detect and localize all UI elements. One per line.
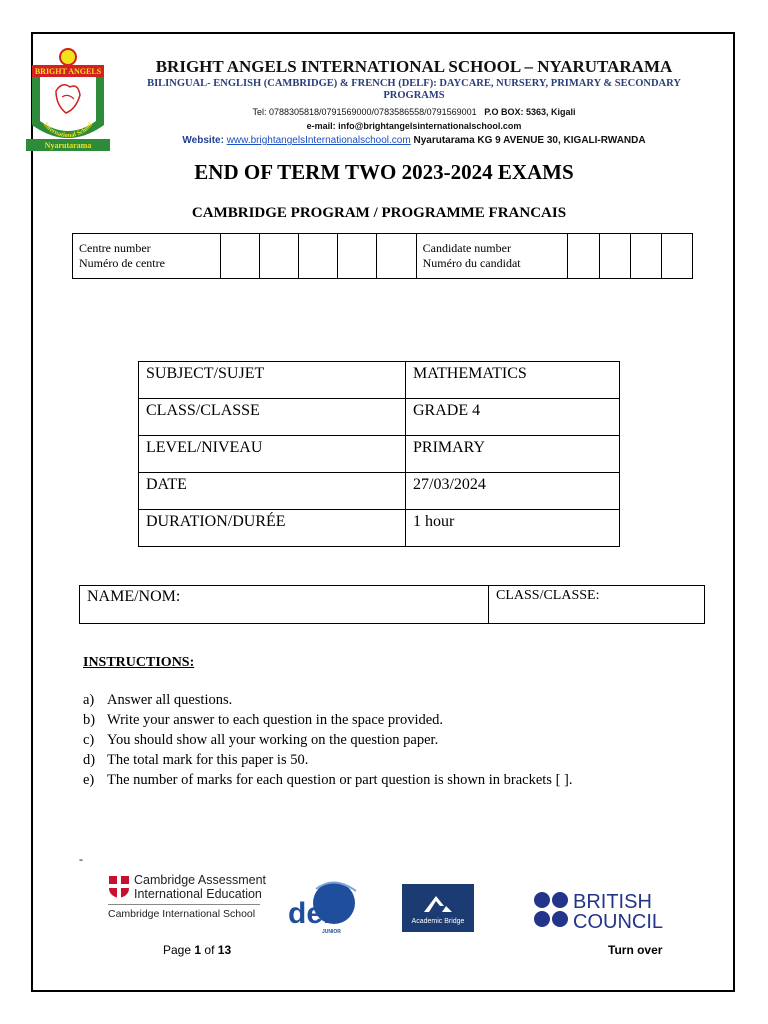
crest-top-text: BRIGHT ANGELS bbox=[34, 67, 102, 76]
info-value: GRADE 4 bbox=[406, 399, 620, 436]
table-row bbox=[139, 399, 620, 436]
cambridge-line-1: Cambridge Assessment bbox=[134, 873, 267, 887]
info-value: MATHEMATICS bbox=[406, 362, 620, 399]
list-item bbox=[83, 710, 643, 730]
delf-junior-text: JUNIOR bbox=[322, 929, 341, 935]
list-text: You should show all your working on the question paper. bbox=[107, 732, 439, 748]
list-marker: d) bbox=[83, 752, 96, 768]
name-label: NAME/NOM: bbox=[87, 588, 181, 605]
table-row bbox=[139, 473, 620, 510]
list-item bbox=[83, 770, 643, 790]
centre-number-label bbox=[73, 234, 221, 279]
academic-bridge-text: Academic Bridge bbox=[411, 918, 465, 925]
list-marker: c) bbox=[83, 732, 95, 748]
table-row bbox=[139, 510, 620, 547]
phone-numbers: Tel: 0788305818/0791569000/0783586558/0791569001 bbox=[252, 107, 477, 117]
candidate-number-en: Candidate number bbox=[422, 241, 511, 255]
table-row bbox=[139, 436, 620, 473]
cambridge-line-2: International Education bbox=[134, 887, 262, 901]
cambridge-logo bbox=[108, 873, 268, 925]
info-label: SUBJECT/SUJET bbox=[139, 362, 406, 399]
academic-bridge-logo bbox=[402, 884, 474, 932]
list-text: Write your answer to each question in the space provided. bbox=[107, 712, 444, 728]
centre-digit-box[interactable] bbox=[299, 234, 338, 279]
website-label: Website: bbox=[182, 135, 224, 146]
centre-digit-box[interactable] bbox=[377, 234, 416, 279]
info-value: 27/03/2024 bbox=[406, 473, 620, 510]
list-item bbox=[83, 750, 643, 770]
british-council-line-2: COUNCIL bbox=[573, 911, 663, 930]
candidate-digit-box[interactable] bbox=[630, 234, 661, 279]
centre-number-en: Centre number bbox=[79, 241, 151, 255]
crest-arc-text: International School bbox=[41, 121, 95, 140]
centre-digit-box[interactable] bbox=[338, 234, 377, 279]
centre-digit-box[interactable] bbox=[259, 234, 298, 279]
list-text: The total mark for this paper is 50. bbox=[107, 752, 309, 768]
info-value: 1 hour bbox=[406, 510, 620, 547]
info-label: DURATION/DURÉE bbox=[139, 510, 406, 547]
turn-over-label: Turn over bbox=[608, 943, 663, 957]
page-of: of bbox=[204, 943, 215, 957]
table-row bbox=[139, 362, 620, 399]
exam-title: END OF TERM TWO 2023-2024 EXAMS bbox=[194, 160, 574, 184]
name-class-box bbox=[79, 585, 705, 624]
website-link[interactable]: www.brightangelsInternationalschool.com bbox=[226, 135, 411, 146]
list-marker: e) bbox=[83, 772, 95, 788]
delf-text: delf bbox=[288, 897, 342, 930]
delf-junior-logo bbox=[286, 877, 364, 935]
candidate-digit-box[interactable] bbox=[661, 234, 692, 279]
cambridge-shield-icon bbox=[108, 875, 130, 899]
class-field[interactable] bbox=[489, 586, 705, 624]
school-name: BRIGHT ANGELS INTERNATIONAL SCHOOL – NYARUTARAMA bbox=[155, 57, 673, 76]
candidate-digit-box[interactable] bbox=[568, 234, 599, 279]
school-crest-logo bbox=[26, 47, 110, 155]
class-label: CLASS/CLASSE: bbox=[496, 588, 600, 603]
contact-website bbox=[118, 135, 710, 146]
candidate-number-fr: Numéro du candidat bbox=[422, 256, 521, 270]
page-total: 13 bbox=[217, 943, 232, 957]
page-current: 1 bbox=[194, 943, 202, 957]
school-address: Nyarutarama KG 9 AVENUE 30, KIGALI-RWANDA bbox=[413, 135, 646, 146]
instructions-list bbox=[83, 690, 643, 790]
info-label: CLASS/CLASSE bbox=[139, 399, 406, 436]
program-title: CAMBRIDGE PROGRAM / PROGRAMME FRANCAIS bbox=[191, 205, 567, 221]
info-label: LEVEL/NIVEAU bbox=[139, 436, 406, 473]
page-number bbox=[163, 943, 231, 957]
instructions-heading: INSTRUCTIONS: bbox=[83, 655, 195, 670]
british-council-logo bbox=[533, 890, 663, 930]
stray-dash: - bbox=[79, 852, 83, 866]
british-council-line-1: BRITISH bbox=[573, 891, 652, 913]
list-text: Answer all questions. bbox=[107, 692, 233, 708]
info-value: PRIMARY bbox=[406, 436, 620, 473]
cambridge-divider bbox=[108, 904, 260, 905]
crest-bottom-text: Nyarutarama bbox=[44, 141, 92, 150]
school-subtitle: BILINGUAL- ENGLISH (CAMBRIDGE) & FRENCH (DELF): DAYCARE, NURSERY, PRIMARY & SECONDARY PROGRAMS bbox=[147, 78, 681, 101]
list-item bbox=[83, 730, 643, 750]
candidate-digit-box[interactable] bbox=[599, 234, 630, 279]
contact-phone bbox=[118, 107, 710, 117]
candidate-number-label bbox=[416, 234, 568, 279]
list-marker: a) bbox=[83, 692, 95, 708]
list-text: The number of marks for each question or part question is shown in brackets [ ]. bbox=[107, 772, 573, 788]
exam-info-table bbox=[138, 361, 620, 547]
list-marker: b) bbox=[83, 712, 96, 728]
info-label: DATE bbox=[139, 473, 406, 510]
candidate-number-table bbox=[72, 233, 693, 279]
list-item bbox=[83, 690, 643, 710]
cambridge-line-3: Cambridge International School bbox=[108, 908, 256, 920]
centre-digit-box[interactable] bbox=[220, 234, 259, 279]
contact-email: e-mail: info@brightangelsinternationalschool.com bbox=[306, 121, 522, 131]
centre-number-fr: Numéro de centre bbox=[79, 256, 165, 270]
po-box: P.O BOX: 5363, Kigali bbox=[484, 107, 576, 117]
page-prefix: Page bbox=[163, 943, 192, 957]
name-field[interactable] bbox=[80, 586, 489, 624]
